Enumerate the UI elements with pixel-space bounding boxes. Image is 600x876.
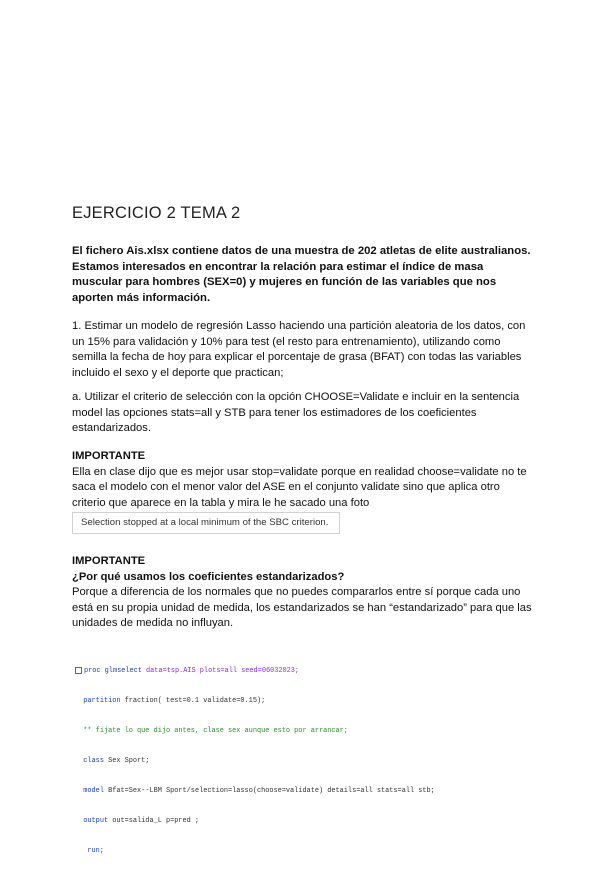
code-text: out=salida_L p=pred ; — [108, 817, 200, 825]
intro-paragraph: El fichero Ais.xlsx contiene datos de una muestra de 202 atletas de elite australianos. Estamos interesados en encontrar la relación para estimar el índice de masa muscular para hombres (SEX=0) y mujeres en función de las variables que nos aporten más información. — [72, 245, 531, 304]
page-title: EJERCICIO 2 TEMA 2 — [72, 204, 241, 222]
code-text: Bfat=Sex--LBM Sport/selection=lasso(choose=validate) details=all stats=all stb; — [103, 787, 435, 795]
code-line — [75, 696, 545, 706]
code-text: Sex Sport; — [103, 757, 150, 765]
code-keyword: run; — [87, 847, 104, 855]
important-question: ¿Por qué usamos los coeficientes estandarizados? — [72, 570, 345, 583]
collapse-box-icon — [75, 667, 82, 674]
important-heading: IMPORTANTE — [72, 450, 146, 462]
code-keyword: partition — [83, 697, 121, 705]
code-keyword: model — [83, 787, 104, 795]
code-keyword: class — [83, 757, 104, 765]
code-line — [75, 786, 545, 796]
important-text: Porque a diferencia de los normales que no puedes compararlos entre sí porque cada uno está en su propia unidad de medida, los estandarizados se han “estandarizado” para que las unidades de medida no influyan. — [72, 586, 532, 630]
code-line — [75, 756, 545, 766]
important-note-2 — [72, 554, 532, 632]
code-text: fraction( test=0.1 validate=0.15); — [120, 697, 266, 705]
code-keyword: output — [83, 817, 109, 825]
snapshot-caption: Selection stopped at a local minimum of the SBC criterion. — [81, 517, 329, 528]
code-line — [75, 816, 545, 826]
code-line — [75, 666, 545, 676]
code-line — [75, 726, 545, 736]
important-heading: IMPORTANTE — [72, 555, 146, 567]
code-comment: ** fijate lo que dijo antes, clase sex aunque esto por arrancar; — [83, 727, 348, 735]
code-keyword: proc glmselect — [84, 667, 142, 675]
important-text: Ella en clase dijo que es mejor usar stop=validate porque en realidad choose=validate no te saca el modelo con el menor valor del ASE en el conjunto validate sino que aplica otro criterio que aparece en la tabla y mira le he sacado una foto — [72, 465, 527, 509]
question-1a-paragraph: a. Utilizar el criterio de selección con la opción CHOOSE=Validate e incluir en la sentencia model las opciones stats=all y STB para tener los estimadores de los coeficientes estandarizados. — [72, 391, 520, 435]
important-note-1 — [72, 449, 532, 511]
sas-output-snapshot — [72, 512, 340, 534]
code-text: data=tsp.AIS plots=all seed=06032023; — [141, 667, 300, 675]
question-1-paragraph: 1. Estimar un modelo de regresión Lasso haciendo una partición aleatoria de los datos, con un 15% para validación y 10% para test (el resto para entrenamiento), utilizando como semilla la fecha de hoy para explicar el porcentaje de grasa (BFAT) con todas las variables incluido el sexo y el deporte que practican; — [72, 320, 526, 379]
sas-code-block — [75, 646, 545, 876]
